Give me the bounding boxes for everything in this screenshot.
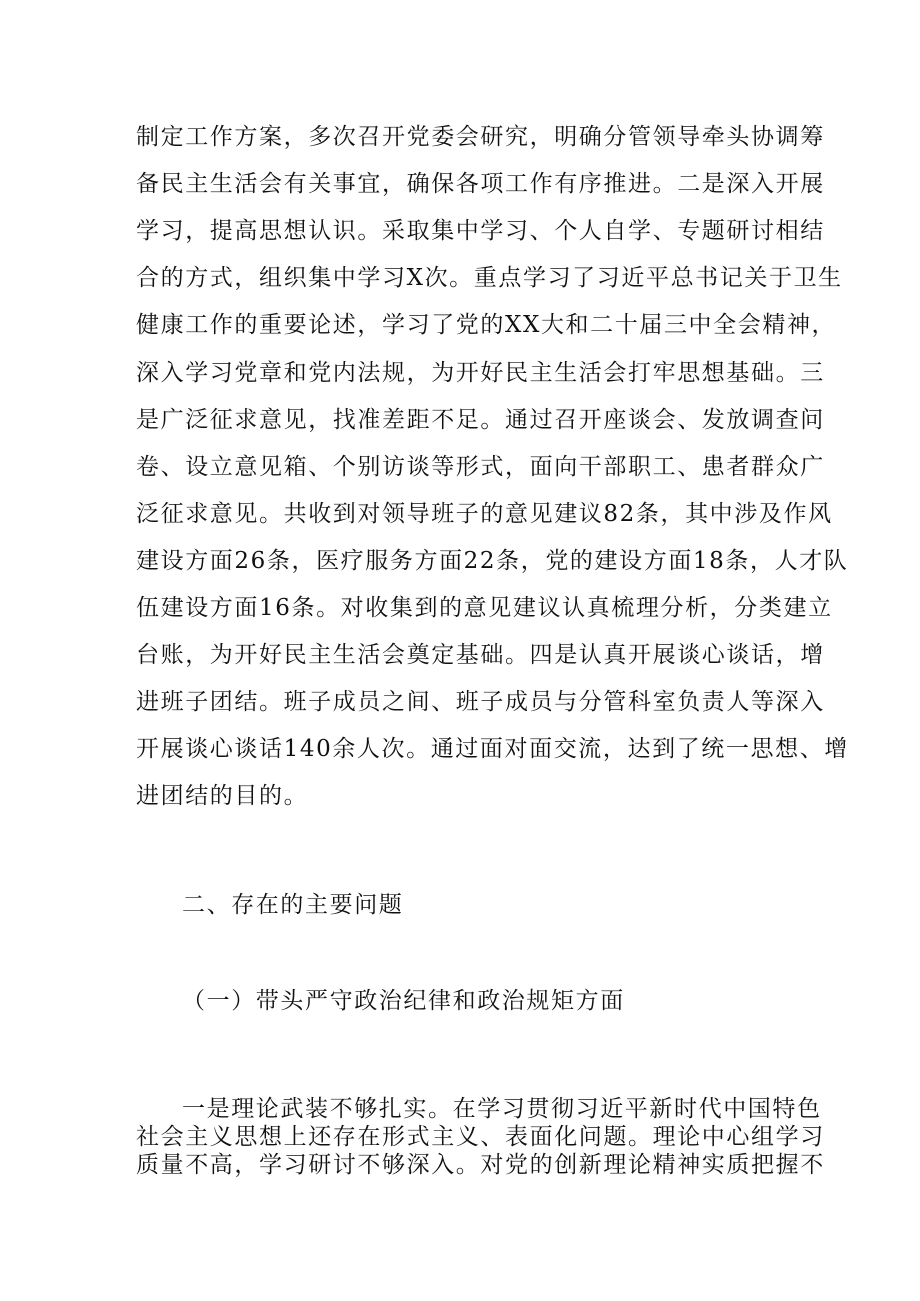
paragraph-1-line: 是广泛征求意见，找准差距不足。通过召开座谈会、发放调查问 xyxy=(136,407,825,433)
paragraph-1-line: 健康工作的重要论述，学习了党的XX大和二十届三中全会精神， xyxy=(136,312,837,338)
paragraph-1-line: 深入学习党章和党内法规，为开好民主生活会打牢思想基础。三 xyxy=(136,360,825,386)
section-heading: 二、存在的主要问题 xyxy=(182,892,404,918)
paragraph-1-line: 开展谈心谈话140余人次。通过面对面交流，达到了统一思想、增 xyxy=(136,736,849,762)
subsection-heading: （一）带头严守政治纪律和政治规矩方面 xyxy=(182,988,625,1014)
paragraph-1-line: 进班子团结。班子成员之间、班子成员与分管科室负责人等深入 xyxy=(136,689,825,715)
paragraph-2-line: 社会主义思想上还存在形式主义、表面化问题。理论中心组学习 xyxy=(136,1124,825,1150)
paragraph-2-line: 一是理论武装不够扎实。在学习贯彻习近平新时代中国特色 xyxy=(182,1096,822,1122)
paragraph-1-line: 伍建设方面16条。对收集到的意见建议认真梳理分析，分类建立 xyxy=(136,595,833,621)
paragraph-1-line: 学习，提高思想认识。采取集中学习、个人自学、专题研讨相结 xyxy=(136,218,825,244)
paragraph-1-line: 台账，为开好民主生活会奠定基础。四是认真开展谈心谈话，增 xyxy=(136,642,825,668)
paragraph-1-line: 卷、设立意见箱、个别访谈等形式，面向干部职工、患者群众广 xyxy=(136,454,825,480)
paragraph-1-line: 泛征求意见。共收到对领导班子的意见建议82条，其中涉及作风 xyxy=(136,501,833,527)
paragraph-1-line: 备民主生活会有关事宜，确保各项工作有序推进。二是深入开展 xyxy=(136,171,825,197)
paragraph-2-line: 质量不高，学习研讨不够深入。对党的创新理论精神实质把握不 xyxy=(136,1152,825,1178)
paragraph-1-line: 制定工作方案，多次召开党委会研究，明确分管领导牵头协调筹 xyxy=(136,124,825,150)
paragraph-1-line: 合的方式，组织集中学习X次。重点学习了习近平总书记关于卫生 xyxy=(136,265,843,291)
paragraph-1-line: 建设方面26条，医疗服务方面22条，党的建设方面18条，人才队 xyxy=(136,548,849,574)
paragraph-1-line: 进团结的目的。 xyxy=(136,783,309,809)
